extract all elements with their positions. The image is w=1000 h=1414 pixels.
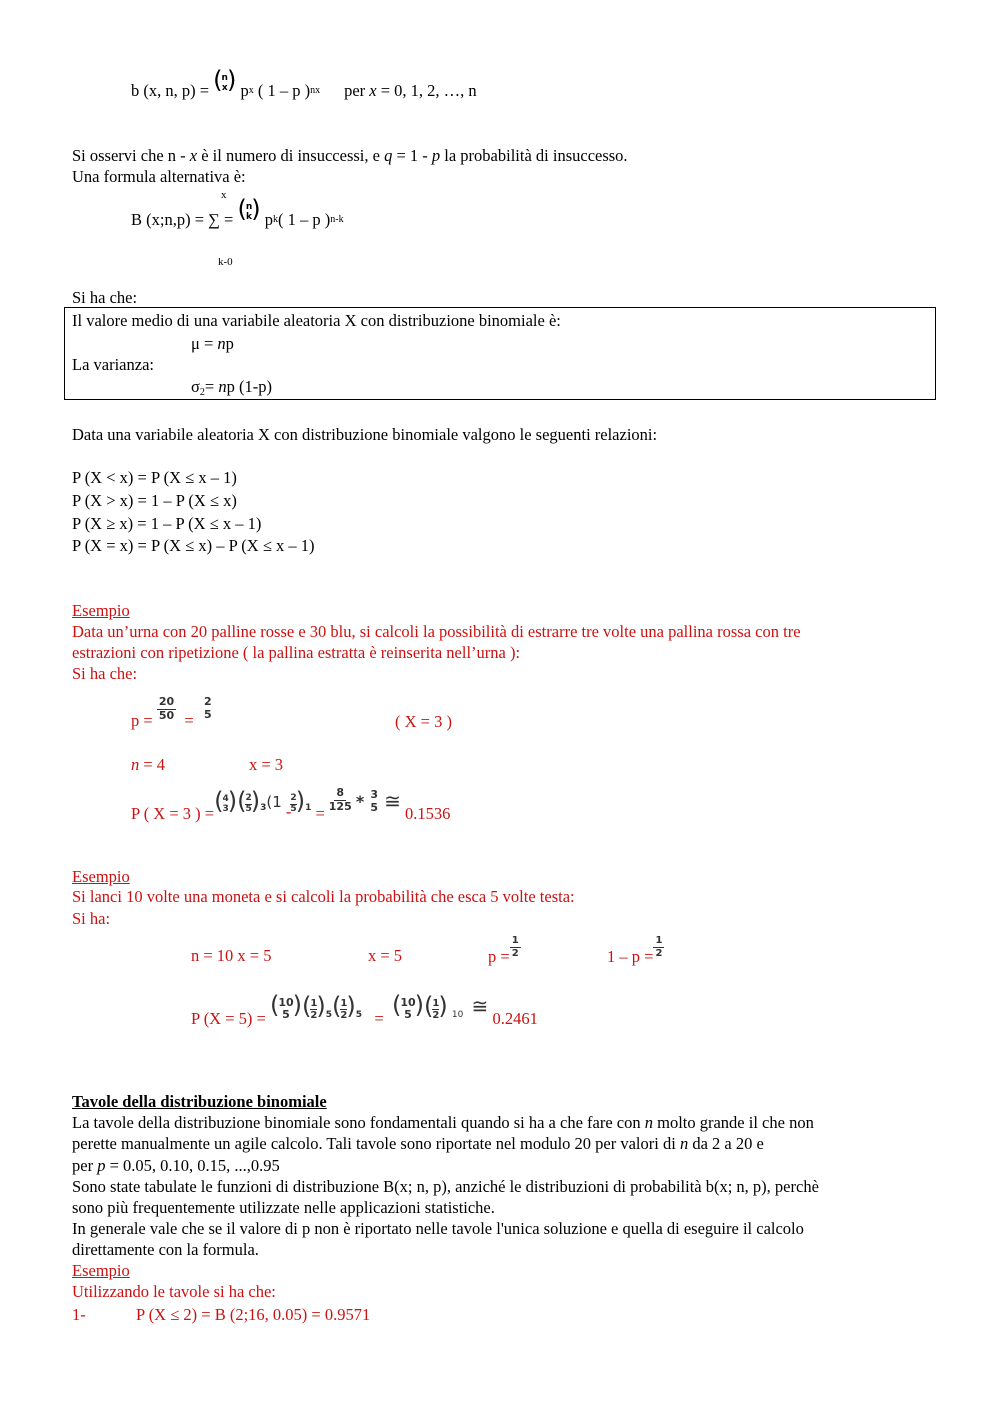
example-1-x: x = 3: [249, 755, 284, 774]
tables-section-title: Tavole della distribuzione binomiale: [72, 1092, 327, 1111]
example-2-P-formula: P (X = 5) = ( 10 5 ) ( $\frac{1}{2}$ ) 5 ( $\frac{1}{2}$ ) 5 = ( 10 5 ) ( $\frac{1}{2}$ ) 10 ≅ 0.2461: [191, 991, 538, 1029]
fraction-3-5: 3 5: [370, 788, 379, 814]
binomial-coefficient: ( n x ): [213, 66, 237, 95]
mean-formula: μ = np: [191, 334, 234, 353]
example-1-si-ha-che: Si ha che:: [72, 664, 138, 683]
paren-frac-1-2: ( $\frac{1}{2}$ ): [302, 991, 326, 1021]
fraction-20-50: $\frac{20}{50}$: [158, 694, 175, 722]
example-2-title: Esempio: [72, 867, 130, 886]
example-2-p: p = $\frac{1}{2}$: [488, 935, 519, 967]
paren-frac-2-5: ( $\frac{2}{5}$ ): [237, 787, 261, 816]
example-2-text-1: Si lanci 10 volte una moneta e si calcoli la probabilità che esca 5 volte testa:: [72, 887, 575, 906]
example-1-x-eq: ( X = 3 ): [395, 712, 452, 731]
example-1-title: Esempio: [72, 601, 130, 620]
tables-paragraph-line-4: Sono state tabulate le funzioni di distribuzione B(x; n, p), anziché le distribuzioni di probabilità b(x; n, p), perchè: [72, 1177, 819, 1196]
example-3-item-number: 1-: [72, 1305, 86, 1324]
intro-line-1: Si osservi che n - x è il numero di insuccessi, e q = 1 - p la probabilità di insuccesso.: [72, 146, 628, 165]
example-1-n: n = 4: [131, 755, 166, 774]
tables-paragraph-line-3: per p = 0.05, 0.10, 0.15, ...,0.95: [72, 1156, 280, 1175]
example-1-P-formula: P ( X = 3 ) = ( 4 3 ) ( $\frac{2}{5}$ ) 3 (1 - $\frac{2}{5}$ ) 1 = $\frac{8}{125}$ * 3 5 ≅ 0.1536: [131, 785, 451, 824]
relation-1: P (X < x) = P (X ≤ x – 1): [72, 468, 237, 487]
example-3-text: Utilizzando le tavole si ha che:: [72, 1282, 276, 1301]
relation-2: P (X > x) = 1 – P (X ≤ x): [72, 491, 237, 510]
binomial-coefficient: ( n k ): [237, 195, 261, 224]
example-3-item-text: P (X ≤ 2) = B (2;16, 0.05) = 0.9571: [136, 1305, 371, 1324]
example-1-p-formula: p = $\frac{20}{50}$ = 2 5: [131, 694, 212, 731]
example-1-text-2: estrazioni con ripetizione ( la pallina estratta è reinserita nell’urna ):: [72, 643, 521, 662]
relation-4: P (X = x) = P (X ≤ x) – P (X ≤ x – 1): [72, 536, 315, 555]
fraction-2-5: 2 5: [203, 695, 212, 721]
formula-binomial-cdf: B (x;n,p) = ∑ = ( n k ) p k ( 1 – p ) n-k: [131, 195, 344, 230]
intro-line-2: Una formula alternativa è:: [72, 167, 246, 186]
tables-paragraph-line-2: perette manualmente un agile calcolo. Tali tavole sono riportate nel modulo 20 per valori di n da 2 a 20 e: [72, 1134, 764, 1153]
tables-paragraph-line-1: La tavole della distribuzione binomiale sono fondamentali quando si ha a che fare con n molto grande il che non: [72, 1113, 814, 1132]
example-2-q: 1 – p = $\frac{1}{2}$: [607, 935, 663, 967]
binomial-10-5: ( 10 5 ): [391, 991, 424, 1021]
formula-binomial-pmf: b (x, n, p) = ( n x ) p x ( 1 – p ) nx per x = 0, 1, 2, …, n: [131, 66, 477, 101]
example-2-si-ha: Si ha:: [72, 909, 111, 928]
variance-label: La varianza:: [72, 355, 154, 374]
tables-paragraph-line-6: In generale vale che se il valore di p non è riportato nelle tavole l'unica soluzione e quella di eseguire il calcolo: [72, 1219, 804, 1238]
si-ha-che: Si ha che:: [72, 288, 138, 307]
formula-lhs: b (x, n, p) =: [131, 81, 210, 101]
fraction-1-2: $\frac{1}{2}$: [655, 935, 663, 959]
fraction-1-2: $\frac{1}{2}$: [511, 935, 519, 959]
fraction-8-125: $\frac{8}{125}$: [328, 785, 352, 813]
sum-upper-limit: x: [221, 189, 227, 201]
example-3-title: Esempio: [72, 1261, 130, 1280]
paren-frac-1-2: ( $\frac{1}{2}$ ): [332, 991, 356, 1021]
relations-intro: Data una variabile aleatoria X con distribuzione binomiale valgono le seguenti relazioni:: [72, 425, 658, 444]
relation-3: P (X ≥ x) = 1 – P (X ≤ x – 1): [72, 514, 262, 533]
example-1-text-1: Data un’urna con 20 palline rosse e 30 blu, si calcoli la possibilità di estrarre tre volte una pallina rossa con tre: [72, 622, 801, 641]
tables-paragraph-line-7: direttamente con la formula.: [72, 1240, 259, 1259]
tables-paragraph-line-5: sono più frequentemente utilizzate nelle applicazioni statistiche.: [72, 1198, 495, 1217]
binomial-4-3: ( 4 3 ): [214, 787, 238, 816]
variance-formula: $\sigma_2=$ np (1-p): [191, 377, 272, 398]
frac-2-5-paren: $\frac{2}{5}$ ): [290, 787, 306, 816]
box-line-1: Il valore medio di una variabile aleatoria X con distribuzione binomiale è:: [72, 311, 561, 330]
paren-frac-1-2: ( $\frac{1}{2}$ ): [424, 991, 448, 1021]
example-2-n-line: n = 10 x = 5: [191, 946, 272, 965]
sum-lower-limit: k-0: [218, 256, 233, 268]
example-2-x-line: x = 5: [368, 946, 403, 965]
binomial-10-5: ( 10 5 ): [269, 991, 303, 1021]
